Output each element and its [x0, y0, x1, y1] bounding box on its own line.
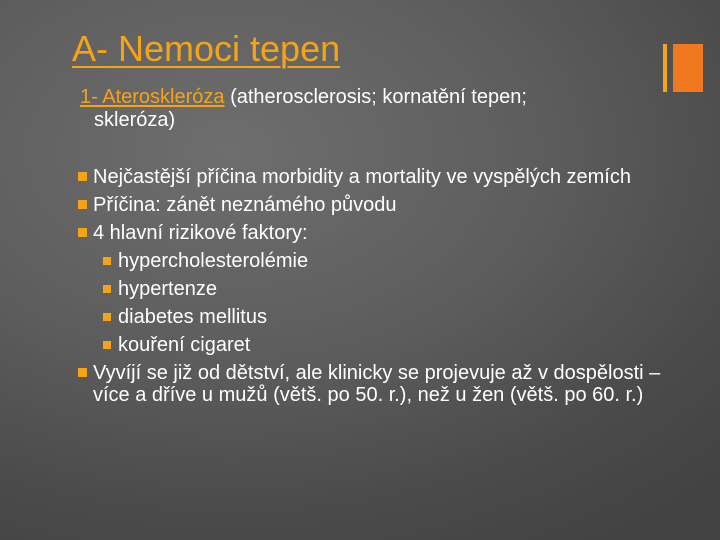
decorative-bar-thick [673, 44, 703, 92]
subtitle-rest-line1: (atherosclerosis; kornatění tepen; [224, 86, 527, 108]
square-bullet-icon [103, 285, 111, 293]
bullet-text: Nejčastější příčina morbidity a mortality ve vyspělých zemích [93, 166, 631, 188]
sub-bullet-item [103, 334, 668, 356]
square-bullet-icon [103, 341, 111, 349]
sub-bullet-text: diabetes mellitus [118, 306, 267, 328]
decorative-bar-thin [663, 44, 667, 92]
bullet-list [78, 166, 668, 412]
square-bullet-icon [78, 172, 87, 181]
sub-bullet-item [103, 250, 668, 272]
sub-bullet-item [103, 278, 668, 300]
bullet-item [78, 166, 668, 188]
bullet-item [78, 362, 668, 406]
bullet-item [78, 222, 668, 244]
square-bullet-icon [78, 200, 87, 209]
square-bullet-icon [103, 257, 111, 265]
bullet-text: Vyvíjí se již od dětství, ale klinicky se projevuje až v dospělosti – více a dříve u mužů (větš. po 50. r.), než u žen (větš. po 60. r.) [93, 362, 661, 406]
sub-bullet-text: hypercholesterolémie [118, 250, 309, 272]
sub-bullet-item [103, 306, 668, 328]
sub-bullet-text: hypertenze [118, 278, 217, 300]
square-bullet-icon [78, 228, 87, 237]
square-bullet-icon [103, 313, 111, 321]
square-bullet-icon [78, 368, 87, 377]
slide-title: A- Nemoci tepen [72, 28, 341, 69]
slide-subtitle [80, 86, 660, 132]
bullet-text: 4 hlavní rizikové faktory: [93, 222, 308, 244]
decorative-bars [663, 44, 703, 92]
bullet-item [78, 194, 668, 216]
subtitle-rest-line2: skleróza) [94, 109, 176, 131]
subtitle-lead: 1- Ateroskleróza [80, 86, 225, 108]
sub-bullet-text: kouření cigaret [118, 334, 251, 356]
bullet-text: Příčina: zánět neznámého původu [93, 194, 397, 216]
